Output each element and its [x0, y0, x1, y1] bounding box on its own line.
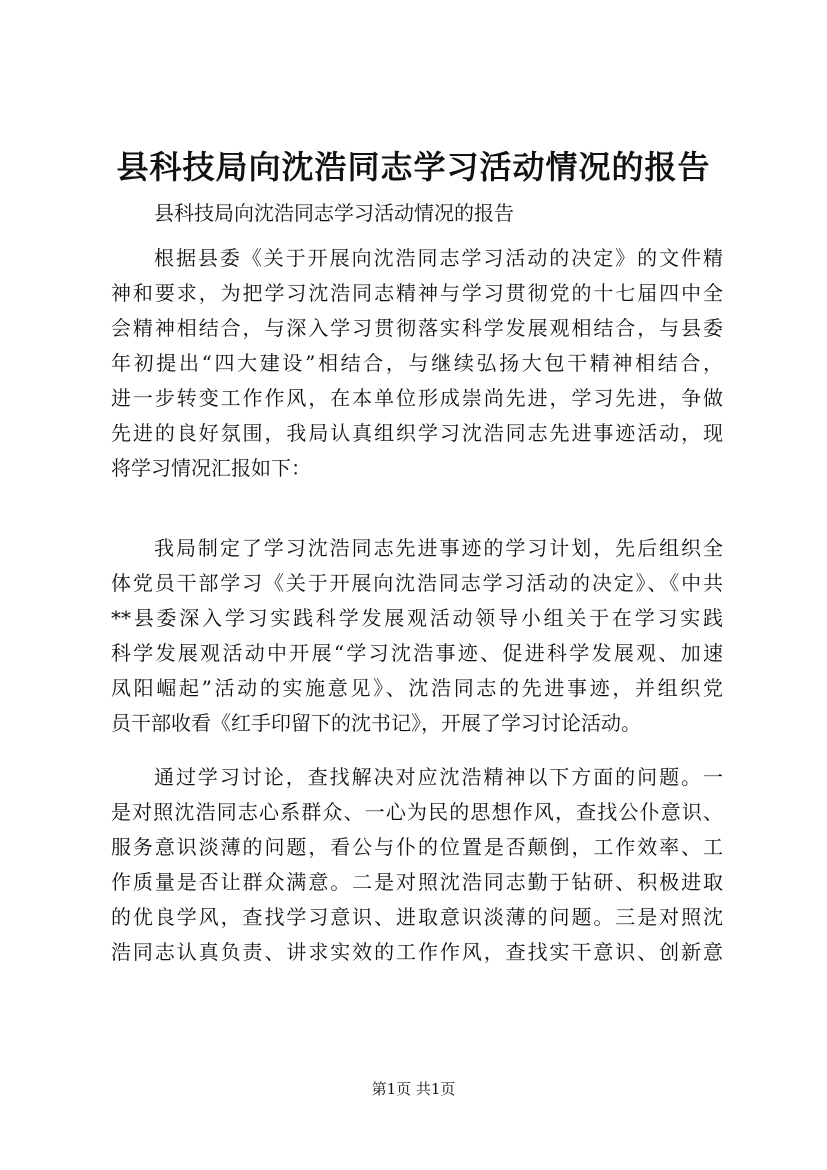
paragraph-line: 通过学习讨论，查找解决对应沈浩精神以下方面的问题。一: [154, 765, 723, 789]
paragraph-3: [111, 760, 723, 970]
paragraph-line: 将学习情况汇报如下：: [111, 456, 311, 480]
paragraph-line: 体党员干部学习《关于开展向沈浩同志学习活动的决定》、《中共: [111, 571, 723, 595]
paragraph-2: [111, 531, 723, 741]
paragraph-line: 员干部收看《红手印留下的沈书记》，开展了学习讨论活动。: [111, 711, 641, 735]
paragraph-line: **县委深入学习实践科学发展观活动领导小组关于在学习实践: [111, 606, 723, 630]
paragraph-line: 浩同志认真负责、讲求实效的工作作风，查找实干意识、创新意: [111, 940, 723, 964]
paragraph-line: 年初提出“四大建设”相结合，与继续弘扬大包干精神相结合，: [111, 351, 723, 375]
paragraph-line: 是对照沈浩同志心系群众、一心为民的思想作风，查找公仆意识、: [111, 800, 723, 824]
paragraph-line: 会精神相结合，与深入学习贯彻落实科学发展观相结合，与县委: [111, 316, 723, 340]
paragraph-line: 服务意识淡薄的问题，看公与仆的位置是否颠倒，工作效率、工: [111, 835, 723, 859]
paragraph-line: 的优良学风，查找学习意识、进取意识淡薄的问题。三是对照沈: [111, 905, 723, 929]
paragraph-line: 根据县委《关于开展向沈浩同志学习活动的决定》的文件精: [154, 246, 723, 270]
paragraph-line: 神和要求，为把学习沈浩同志精神与学习贯彻党的十七届四中全: [111, 281, 723, 305]
page-footer: 第1页 共1页: [371, 1080, 456, 1098]
paragraph-1: [111, 241, 723, 486]
paragraph-line: 科学发展观活动中开展“学习沈浩事迹、促进科学发展观、加速: [111, 641, 723, 665]
paragraph-line: 我局制定了学习沈浩同志先进事迹的学习计划，先后组织全: [154, 536, 723, 560]
paragraph-line: 凤阳崛起”活动的实施意见》、沈浩同志的先进事迹，并组织党: [111, 676, 723, 700]
document-subtitle: 县科技局向沈浩同志学习活动情况的报告: [154, 201, 514, 225]
paragraph-line: 进一步转变工作作风，在本单位形成崇尚先进，学习先进，争做: [111, 386, 723, 410]
paragraph-line: 作质量是否让群众满意。二是对照沈浩同志勤于钻研、积极进取: [111, 870, 723, 894]
document-title: 县科技局向沈浩同志学习活动情况的报告: [116, 148, 711, 186]
paragraph-line: 先进的良好氛围，我局认真组织学习沈浩同志先进事迹活动，现: [111, 421, 723, 445]
